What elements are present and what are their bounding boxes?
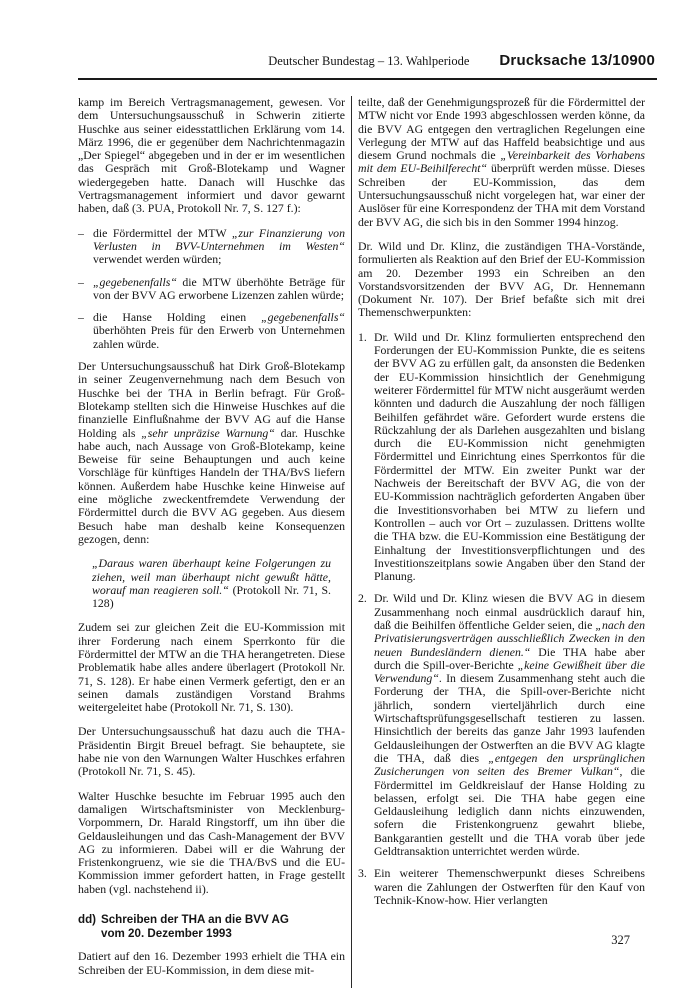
left-column [78, 96, 345, 988]
column-divider [351, 96, 352, 988]
dash-list-item [78, 276, 345, 303]
page-number: 327 [611, 933, 630, 947]
dash-marker: – [78, 310, 84, 325]
dash-marker: – [78, 274, 84, 289]
text-columns [78, 96, 645, 988]
section-heading-line1: Schreiben der THA an die BVV AG [101, 913, 289, 927]
item-number: 1. [358, 329, 367, 344]
item-number: 2. [358, 591, 367, 606]
dash-list-item [78, 311, 345, 351]
numbered-list-item [358, 867, 645, 907]
dash-list-item [78, 227, 345, 267]
numbered-list-item [358, 331, 645, 584]
dash-list [78, 227, 345, 351]
dash-item-text: „gegebenenfalls“ die MTW überhöhte Beträge für von der BVV AG erworbene Lizenzen zahlen würde; [93, 274, 345, 302]
item-number: 3. [358, 866, 367, 881]
paragraph: Datiert auf den 16. Dezember 1993 erhielt die THA ein Schreiben der EU-Kommission, in dem diese mit- [78, 949, 345, 977]
section-heading-text [101, 913, 289, 940]
paragraph: Zudem sei zur gleichen Zeit die EU-Kommission mit ihrer Forderung nach einem Sperrkonto für die Fördermittel der MTW an die THA herangetreten. Diese Problematik habe alles andere überlagert (Protokoll Nr. 71, S. 128). Er habe einen Vermerk gefertigt, den er an seinen damals zuständigen Vorstand Brahms weitergeleitet habe (Protokoll Nr. 71, S. 130). [78, 620, 345, 715]
numbered-item-text: Dr. Wild und Dr. Klinz wiesen die BVV AG in diesem Zusammenhang noch einmal ausdrücklich darauf hin, daß die Beihilfen öffentliche Gelder seien, die „nach den Privatisierungsverträgen ausschließlich Zwecken in den neuen Bundesländern dienen.“ Die THA habe aber durch die Spill-over-Berichte „keine Gewißheit über die Verwendung“. In diesem Zusammenhang steht auch die Forderung der THA, die Spill-over-Berichte nicht jährlich, sondern vierteljährlich durch eine Wirtschaftsprüfungsgesellschaft testieren zu lassen. Hinsichtlich der bereits das ganze Jahr 1993 laufenden Geldausleihungen der Ostwerften an die BVV AG klagte die THA, daß dies „entgegen den ursprünglichen Zusicherungen von seiten des Bremer Vulkan“, die Fördermittel im Geldkreislauf der Hanse Holding zu belassen, erfolgt sei. Die THA habe gegen eine Geldausleihung lediglich dann nichts einzuwenden, sofern die Fristenkongruenz gewahrt bliebe, Bankgarantien gestellt und die THA vorab über jede Geldtransaktion unterrichtet werden würde. [374, 591, 645, 859]
dash-marker: – [78, 225, 84, 240]
header-rule [78, 78, 657, 80]
dash-item-text: die Fördermittel der MTW „zur Finanzierung von Verlusten in BVV-Unternehmen im Westen“ verwendet werden würden; [93, 225, 345, 267]
paragraph: Walter Huschke besuchte im Februar 1995 auch den damaligen Wirtschaftsminister von Mecklenburg-Vorpommern, Dr. Harald Ringstorff, um ihn über die Geldausleihungen und das Cash-Management der BVV AG zu informieren. Dabei will er die Wahrung der Fristenkongruenz, wie sie die THA/BvS und die EU-Kommission immer gefordert hatten, in Frage gestellt haben (vgl. nachstehend ii). [78, 788, 345, 896]
paragraph: kamp im Bereich Vertragsmanagement, gewesen. Vor dem Untersuchungsausschuß in Schwerin zitierte Huschke aus seiner eidesstattlichen Erklärung vom 14. März 1996, die er gegenüber dem Nachrichtenmagazin „Der Spiegel“ abgegeben und in der er im wesentlichen das Gespräch mit Groß-Blotekamp und Wagner wiedergegeben hatte. Danach will Huschke das Vertragsmanagement informiert und davor gewarnt haben, daß (3. PUA, Protokoll Nr. 7, S. 127 f.): [78, 95, 345, 216]
numbered-item-text: Ein weiterer Themenschwerpunkt dieses Schreibens waren die Zahlungen der Ostwerften für den Kauf von Technik-Know-how. Hier verlangten [374, 866, 645, 907]
header-document-id [499, 52, 655, 69]
dash-item-text: die Hanse Holding einen „gegebenenfalls“ überhöhten Preis für den Erwerb von Unternehmen zahlen würde. [93, 310, 345, 351]
section-heading-line2: vom 20. Dezember 1993 [101, 926, 232, 940]
paragraph: teilte, daß der Genehmigungsprozeß für die Fördermittel der MTW nicht vor Ende 1993 abgeschlossen werden könne, da die BVV AG entgegen den vertraglichen Regelungen eine Verlegung der MTW auf das Haffeld beabsichtige und aus diesem Grund nochmals die „Vereinbarkeit des Vorhabens mit dem EU-Beihilferecht“ überprüft werden müsse. Dieses Schreiben der EU-Kommission, das dem Untersuchungsausschuß nicht vorgelegen hat, war einer der Auslöser für eine Korrespondenz der THA mit dem Vorstand der BVV AG, die sich bis in den Sommer 1994 hinzog. [358, 95, 646, 229]
numbered-list-item [358, 592, 645, 858]
header-parliament-title: Deutscher Bundestag – 13. Wahlperiode [268, 54, 470, 68]
paragraph: Dr. Wild und Dr. Klinz, die zuständigen THA-Vorstände, formulierten als Reaktion auf den Brief der EU-Kommission am 20. Dezember 1993 ein Schreiben an den Vorstandsvorsitzenden der BVV AG, Dr. Hennemann (Dokument Nr. 107). Der Brief befaßte sich mit drei Themenschwerpunkten: [358, 238, 645, 320]
numbered-item-text: Dr. Wild und Dr. Klinz formulierten entsprechend den Forderungen der EU-Kommission Punkte, die es seitens der BVV AG zu erfüllen galt, da ansonsten die Bedenken der EU-Kommission hinsichtlich der Genehmigung weiterer Fördermittel für MTW nicht ausgeräumt werden könnten und dadurch die Auszahlung der noch fälligen Beihilfen gefährdet wäre. Gefordert wurde erstens die Rückzahlung der als Darlehen ausgezahlten und bislang durch die EU-Kommission nicht genehmigten Fördermittel und Einrichtung eines Sperrkontos für die Fördermittel der MTW. Ein zweiter Punkt war der Nachweis der Bereitschaft der BVV AG, die von der EU-Kommission nachträglich geforderten Angaben über die Investitionsvorhaben bei MTW zu liefern und Kontrollen – auch vor Ort – zuzulassen. Drittens wollte die THA bzw. die EU-Kommission eine Bestätigung der Einhaltung der Investitionsverpflichtungen und des Investitionszeitplans sowie Angaben über den Stand der Planung. [374, 329, 645, 584]
right-column [358, 96, 645, 988]
drucksache-number: 13/10900 [590, 52, 655, 69]
blockquote: „Daraus waren überhaupt keine Folgerungen zu ziehen, weil man überhaupt nicht gewußt hätte, worauf man reagieren soll.“ (Protokoll Nr. 71, S. 128) [92, 556, 331, 611]
paragraph: Der Untersuchungsausschuß hat dazu auch die THA-Präsidentin Birgit Breuel befragt. Sie behauptete, sie habe nie von den Warnungen Walter Huschkes erfahren (Protokoll Nr. 71, S. 45). [78, 724, 345, 779]
numbered-list [358, 331, 645, 907]
section-heading-label: dd) [78, 913, 97, 927]
page-header [78, 52, 655, 69]
section-heading-dd [78, 913, 345, 940]
drucksache-label: Drucksache [499, 52, 587, 69]
paragraph: Der Untersuchungsausschuß hat Dirk Groß-Blotekamp in seiner Zeugenvernehmung nach dem Besuch von Huschke bei der THA in Berlin befragt. Für Groß-Blotekamp stellten sich die Hinweise Huschkes auf die finanzielle Einflußnahme der BVV AG auf die Hanse Holding als „sehr unpräzise Warnung“ dar. Huschke habe auch, nach Aussage von Groß-Blotekamp, keine Beweise für seine Behauptungen und auch keine Vorschläge für künftiges Handeln der THA/BvS liefern können. Außerdem habe Huschke keine Hinweise auf eine mögliche zweckentfremdete Verwendung der Fördermittel durch die BVV AG gegeben. Aus diesem Besuch habe man deshalb keine Konsequenzen gezogen, denn: [78, 359, 345, 546]
